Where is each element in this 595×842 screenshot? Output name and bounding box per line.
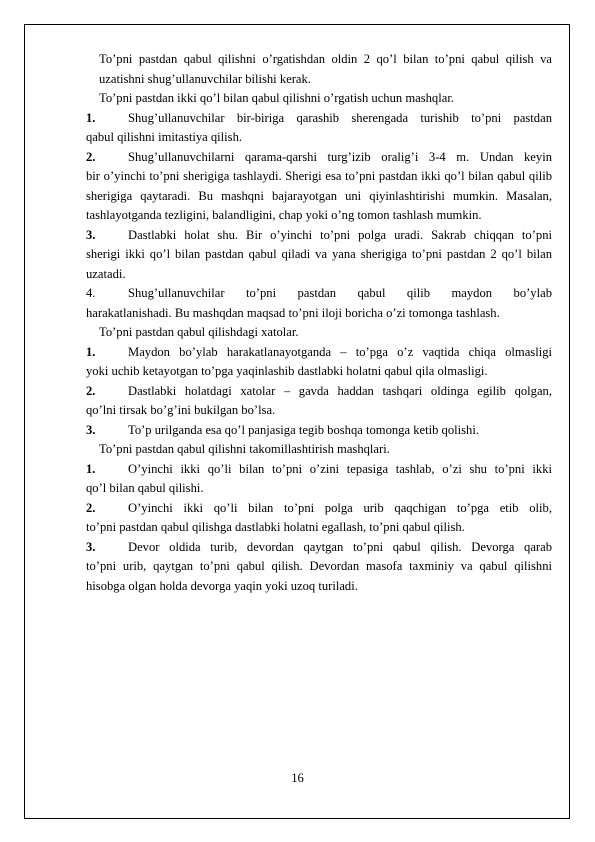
- document-body: [86, 50, 552, 596]
- section-heading-errors: To’pni pastdan qabul qilishdagi xatolar.: [99, 325, 299, 339]
- item-text-continued: harakatlanishadi. Bu mashqdan maqsad to’pni iloji boricha o’zi tomonga tashlash.: [86, 305, 500, 320]
- list-item: [86, 421, 552, 441]
- item-text: O’yinchi ikki qo’li bilan to’pni o’zini tepasiga tashlab, o’zi shu to’pni ikki: [128, 461, 552, 476]
- item-text-continued: qo’lni tirsak bo’g’ini bukilgan bo’lsa.: [86, 403, 276, 417]
- item-text-continued: sherigi ikki qo’l bilan pastdan qabul qiladi va yana sherigiga to’pni pastdan 2 qo’l bilan uzatadi.: [86, 247, 552, 281]
- item-text: Maydon bo’ylab harakatlanayotganda – to’pga o’z vaqtida chiqa olmasligi: [128, 344, 552, 359]
- item-number: 1.: [86, 461, 96, 476]
- item-text-continued: to’pni urib, qaytgan to’pni qabul qilish. Devordan masofa taxminiy va qabul qilishni hisobga olgan holda devorga yaqin yoki uzoq turiladi.: [86, 559, 552, 593]
- item-text-continued: qo’l bilan qabul qilishi.: [86, 481, 204, 495]
- list-item: [86, 460, 552, 499]
- item-text-continued: qabul qilishni imitastiya qilish.: [86, 130, 243, 144]
- list-item: [86, 148, 552, 226]
- page-number: 16: [291, 771, 304, 785]
- item-number: 3.: [86, 422, 96, 437]
- item-number: 3.: [86, 227, 96, 242]
- errors-list: [86, 343, 552, 441]
- item-number: 3.: [86, 539, 96, 554]
- item-text: Shug’ullanuvchilarni qarama-qarshi turg’izib oralig’i 3-4 m. Undan keyin: [128, 149, 552, 164]
- list-item: [86, 226, 552, 285]
- item-number: 2.: [86, 149, 96, 164]
- list-item: [86, 382, 552, 421]
- item-text: Shug’ullanuvchilar bir-biriga qarashib sherengada turishib to’pni pastdan: [128, 110, 552, 125]
- list-item: [86, 109, 552, 148]
- item-text: To’p urilganda esa qo’l panjasiga tegib boshqa tomonga ketib qolishi.: [128, 422, 479, 437]
- item-number: 2.: [86, 500, 96, 515]
- list-item: [86, 499, 552, 538]
- list-item: [86, 343, 552, 382]
- intro-paragraph: To’pni pastdan qabul qilishni o’rgatishdan oldin 2 qo’l bilan to’pni qabul qilish va uzatishni shug’ullanuvchilar bilishi kerak.: [99, 52, 552, 86]
- item-text: O’yinchi ikki qo’li bilan to’pni polga urib qaqchigan to’pga etib olib,: [128, 500, 552, 515]
- item-text: Dastlabki holat shu. Bir o’yinchi to’pni polga uradi. Sakrab chiqqan to’pni: [128, 227, 552, 242]
- item-number: 1.: [86, 110, 96, 125]
- item-number: 1.: [86, 344, 96, 359]
- section-heading-improvement: To’pni pastdan qabul qilishni takomillashtirish mashqlari.: [99, 442, 390, 456]
- item-number: 2.: [86, 383, 96, 398]
- item-text-continued: bir o’yinchi to’pni sherigiga tashlaydi. Sherigi esa to’pni pastdan ikki qo’l bilan qabul qilib sherigiga qaytaradi. Bu mashqni bajarayotgan uni qiyinlashtirishi mumkin. Masalan, tashlayotganda tezligini, balandligini, chap yoki o’ng tomon tashlash mumkin.: [86, 169, 552, 222]
- exercise-list: [86, 109, 552, 324]
- section-heading-exercises: To’pni pastdan ikki qo’l bilan qabul qilishni o’rgatish uchun mashqlar.: [99, 91, 454, 105]
- list-item: [86, 284, 552, 323]
- improvement-list: [86, 460, 552, 597]
- item-number: 4.: [86, 286, 96, 300]
- item-text-continued: to’pni pastdan qabul qilishga dastlabki holatni egallash, to’pni qabul qilish.: [86, 520, 465, 534]
- item-text: Shug’ullanuvchilar to’pni pastdan qabul qilib maydon bo’ylab: [128, 286, 552, 300]
- item-text-continued: yoki uchib ketayotgan to’pga yaqinlashib dastlabki holatni qabul qila olmasligi.: [86, 364, 488, 378]
- item-text: Dastlabki holatdagi xatolar – gavda haddan tashqari oldinga egilib qolgan,: [128, 383, 552, 398]
- item-text: Devor oldida turib, devordan qaytgan to’pni qabul qilish. Devorga qarab: [128, 539, 552, 554]
- list-item: [86, 538, 552, 597]
